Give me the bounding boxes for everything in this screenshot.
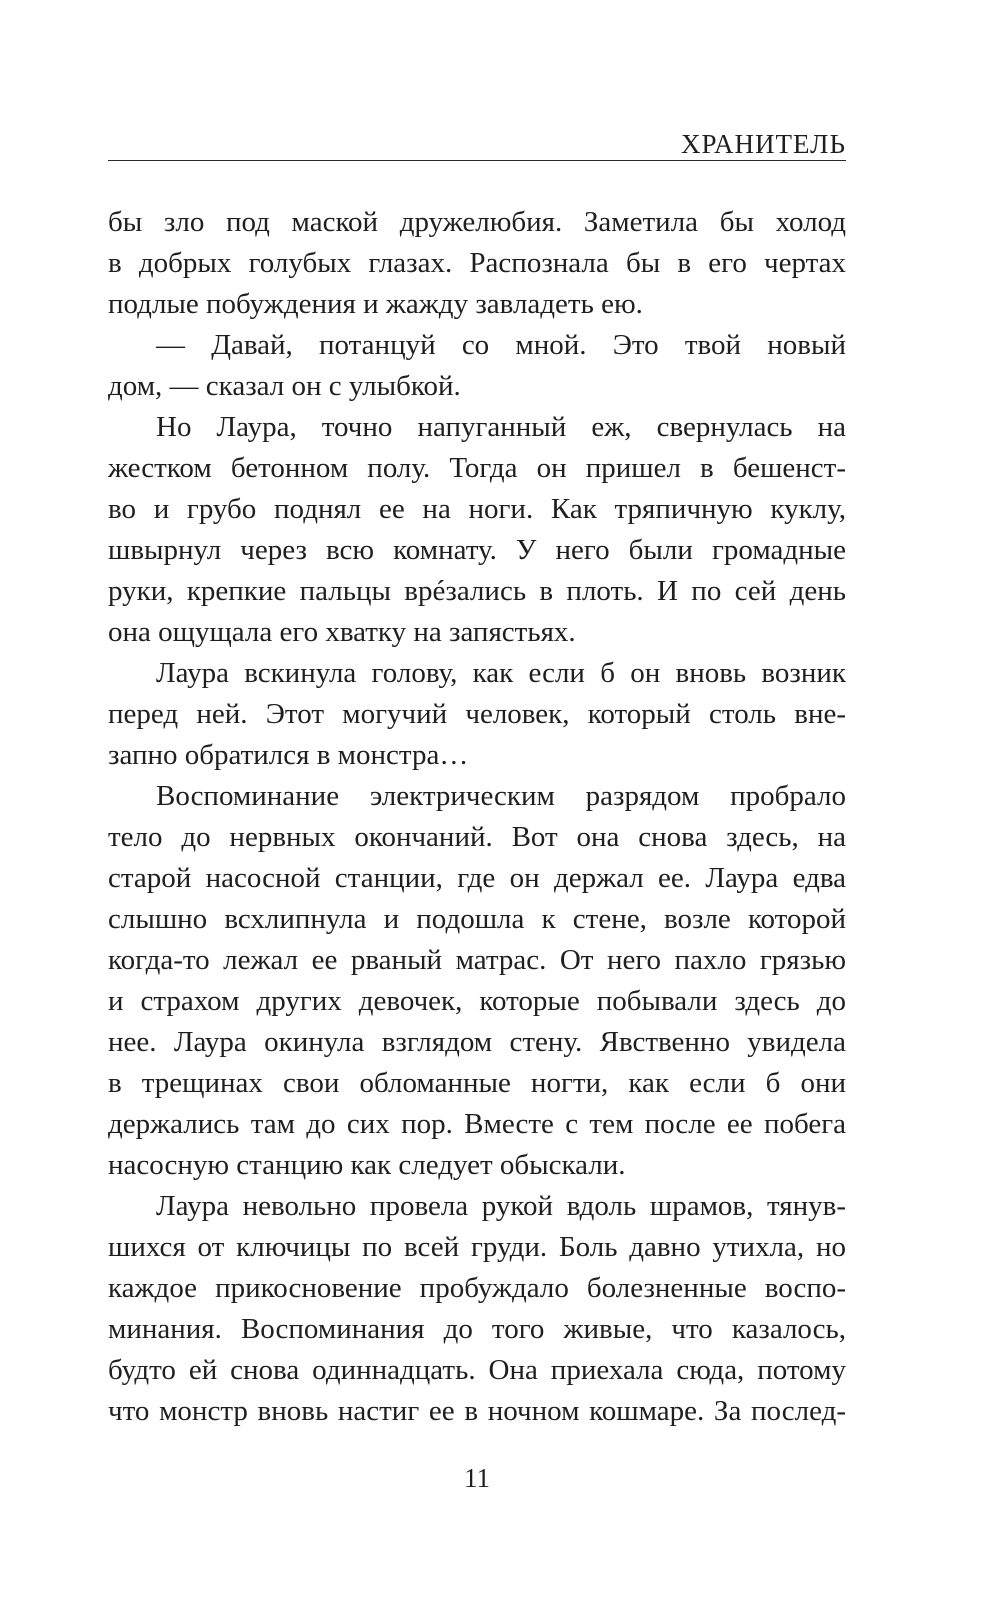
running-head: ХРАНИТЕЛЬ: [680, 129, 846, 159]
text-line: — Давай, потанцуй со мной. Это твой новый: [156, 329, 846, 361]
text-line: насосную станцию как следует обыскали.: [108, 1149, 626, 1181]
text-line: запно обратился в монстра…: [108, 739, 469, 771]
text-line: Воспоминание электрическим разрядом пробрало: [156, 780, 846, 812]
text-line: шихся от ключицы по всей груди. Боль давно утихла, но: [108, 1231, 846, 1263]
text-line: швырнул через всю комнату. У него были громадные: [108, 534, 846, 566]
text-line: Лаура невольно провела рукой вдоль шрамов, тянув-: [156, 1190, 846, 1222]
text-line: в трещинах свои обломанные ногти, как если б они: [108, 1067, 846, 1099]
text-line: старой насосной станции, где он держал ее. Лаура едва: [108, 862, 846, 894]
text-line: держались там до сих пор. Вместе с тем после ее побега: [108, 1108, 846, 1140]
text-line: и страхом других девочек, которые побывали здесь до: [108, 985, 846, 1017]
header-rule: [108, 160, 846, 161]
text-line: каждое прикосновение пробуждало болезненные воспо-: [108, 1272, 846, 1304]
text-line: Но Лаура, точно напуганный еж, свернулась на: [156, 411, 846, 443]
text-line: тело до нервных окончаний. Вот она снова здесь, на: [108, 821, 846, 853]
page-number: 11: [464, 1463, 490, 1493]
text-line: она ощущала его хватку на запястьях.: [108, 616, 576, 648]
text-line: жестком бетонном полу. Тогда он пришел в бешенст-: [108, 452, 846, 484]
text-line: руки, крепкие пальцы врéзались в плоть. И по сей день: [108, 575, 846, 607]
text-line: перед ней. Этот могучий человек, который столь вне-: [108, 698, 846, 730]
text-line: Лаура вскинула голову, как если б он вновь возник: [156, 657, 846, 689]
text-line: будто ей снова одиннадцать. Она приехала сюда, потому: [108, 1354, 846, 1386]
text-line: в добрых голубых глазах. Распознала бы в его чертах: [108, 247, 846, 279]
text-line: когда-то лежал ее рваный матрас. От него пахло грязью: [108, 944, 846, 976]
text-line: подлые побуждения и жажду завладеть ею.: [108, 288, 643, 320]
text-line: дом, — сказал он с улыбкой.: [108, 370, 461, 402]
text-line: во и грубо поднял ее на ноги. Как тряпичную куклу,: [108, 493, 846, 525]
text-line: слышно всхлипнула и подошла к стене, возле которой: [108, 903, 846, 935]
text-line: бы зло под маской дружелюбия. Заметила бы холод: [108, 206, 846, 238]
text-line: минания. Воспоминания до того живые, что казалось,: [108, 1313, 846, 1345]
text-line: нее. Лаура окинула взглядом стену. Явственно увидела: [108, 1026, 846, 1058]
body-text: [108, 202, 846, 1432]
text-line: что монстр вновь настиг ее в ночном кошмаре. За послед-: [108, 1395, 846, 1427]
